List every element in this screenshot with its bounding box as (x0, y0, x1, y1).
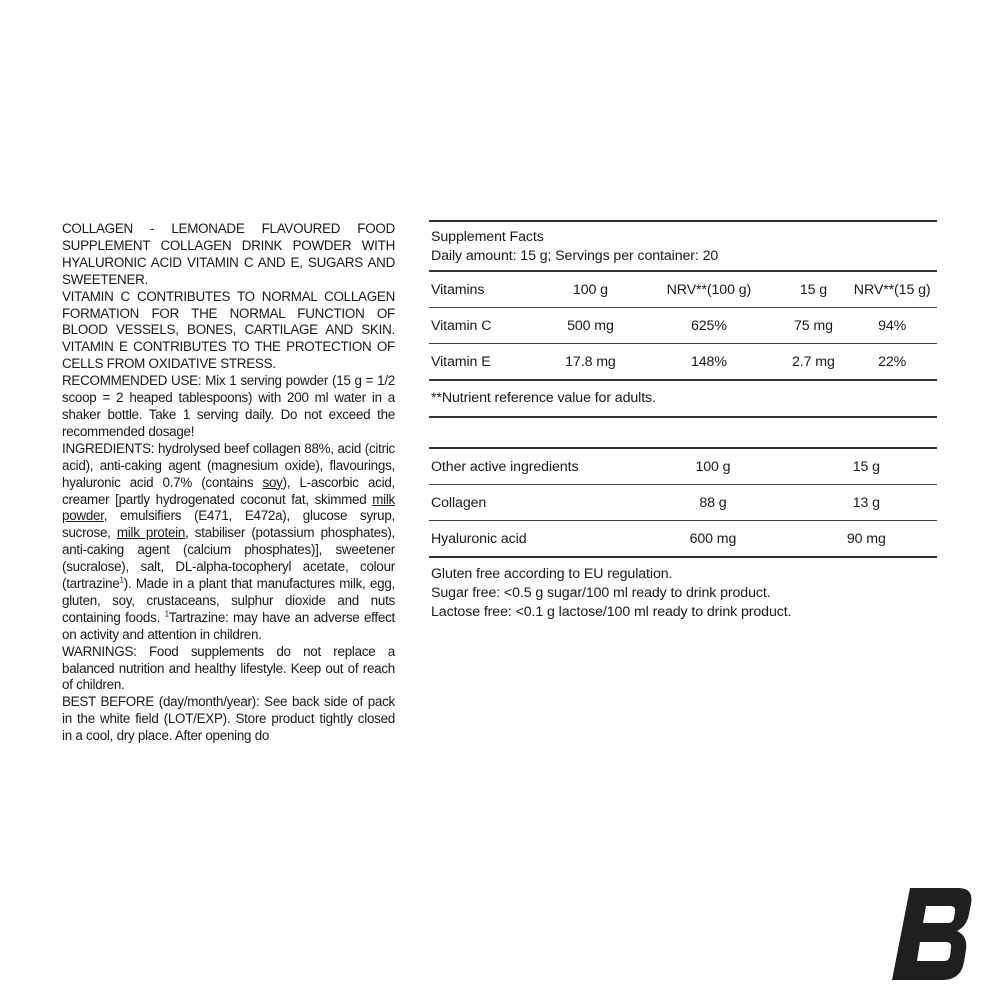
table-cell: 22% (847, 344, 937, 380)
serving-info: Daily amount: 15 g; Servings per container: 20 (431, 248, 719, 264)
table-cell: 13 g (796, 485, 937, 521)
warnings: WARNINGS: Food supplements do not replace a balanced nutrition and healthy lifestyle. Keep out of reach of children. (62, 643, 395, 693)
table-row (429, 344, 937, 380)
column-header: NRV**(15 g) (853, 281, 931, 298)
gluten-note: Gluten free according to EU regulation. (431, 566, 673, 582)
table-cell: Collagen (429, 485, 630, 521)
product-description: COLLAGEN - LEMONADE FLAVOURED FOOD SUPPLEMENT COLLAGEN DRINK POWDER WITH HYALURONIC ACID VITAMIN C AND E, SUGARS AND SWEETENER. (62, 221, 395, 287)
ingredients-text: , emulsifiers (E471, E472a), glucose syrup, sucrose, (62, 508, 395, 541)
table-cell: Vitamin E (429, 344, 543, 380)
allergen-soy: soy (262, 474, 283, 490)
table-cell: Hyaluronic acid (429, 521, 630, 557)
ingredients (62, 441, 395, 644)
lactose-note: Lactose free: <0.1 g lactose/100 ml ready to drink product. (431, 604, 792, 620)
ingredients-text: , stabiliser (potassium phosphates), anti-caking agent (calcium phosphates)], sweetener (sucralose), salt, DL-alpha-tocopheryl acetate, colour (tartrazine (62, 525, 395, 592)
table-header-row (429, 449, 937, 485)
table-header-row (429, 272, 937, 308)
table-row (429, 521, 937, 557)
divider (429, 556, 937, 558)
column-header: NRV**(100 g) (666, 281, 752, 298)
sugar-note: Sugar free: <0.5 g sugar/100 ml ready to drink product. (431, 585, 771, 601)
recommended-use: RECOMMENDED USE: Mix 1 serving powder (15 g = 1/2 scoop = 2 heaped tablespoons) with 200 ml water in a shaker bottle. Take 1 serving daily. Do not exceed the recommended dosage! (62, 373, 395, 439)
allergen-milk-powder: milk powder (62, 491, 395, 524)
table-row (429, 308, 937, 344)
facts-header (429, 222, 937, 270)
ingredients-text: INGREDIENTS: hydrolysed beef collagen 88%, acid (citric acid), anti-caking agent (magnesium oxide), flavourings, hyaluronic acid 0.7% (contains (62, 440, 395, 490)
table-cell: Vitamin C (429, 308, 543, 344)
footnote-marker: 1 (164, 609, 169, 619)
label-text-column (62, 221, 395, 745)
column-header: 100 g (572, 281, 608, 298)
table-cell: 90 mg (796, 521, 937, 557)
other-ingredients-table (429, 449, 937, 556)
table-cell: 148% (638, 344, 779, 380)
brand-b-logo-icon (892, 888, 974, 985)
column-header: 100 g (695, 458, 731, 475)
table-cell: 500 mg (543, 308, 639, 344)
column-header: 15 g (852, 458, 880, 475)
column-header: Vitamins (431, 281, 485, 298)
health-claims: VITAMIN C CONTRIBUTES TO NORMAL COLLAGEN FORMATION FOR THE NORMAL FUNCTION OF BLOOD VESSELS, BONES, CARTILAGE AND SKIN. VITAMIN E CONTRIBUTES TO THE PROTECTION OF CELLS FROM OXIDATIVE STRESS. (62, 288, 395, 372)
supplement-facts-panel (429, 220, 937, 622)
facts-title: Supplement Facts (431, 229, 544, 245)
ingredients-text: ), L-ascorbic acid, creamer [partly hydrogenated coconut fat, skimmed (62, 474, 395, 507)
table-row (429, 485, 937, 521)
table-cell: 2.7 mg (780, 344, 848, 380)
allergen-milk-protein: milk protein (116, 525, 186, 541)
ingredients-text: Tartrazine: may have an adverse effect on activity and attention in children. (62, 609, 395, 642)
table-cell: 17.8 mg (543, 344, 639, 380)
table-cell: 88 g (630, 485, 795, 521)
table-cell: 600 mg (630, 521, 795, 557)
best-before: BEST BEFORE (day/month/year): See back side of pack in the white field (LOT/EXP). Store product tightly closed in a cool, dry place. After opening do (62, 694, 395, 744)
vitamins-table (429, 272, 937, 379)
footnote-marker: 1 (119, 575, 124, 585)
column-header: Other active ingredients (431, 458, 579, 475)
dietary-notes (429, 565, 937, 622)
table-cell: 94% (847, 308, 937, 344)
spacer (429, 418, 937, 447)
nrv-footnote: **Nutrient reference value for adults. (431, 390, 656, 406)
ingredients-text: ). Made in a plant that manufactures milk, egg, gluten, soy, crustaceans, sulphur dioxide and nuts containing foods. (62, 576, 395, 625)
table-cell: 625% (638, 308, 779, 344)
column-header: 15 g (799, 281, 828, 298)
table-cell: 75 mg (780, 308, 848, 344)
